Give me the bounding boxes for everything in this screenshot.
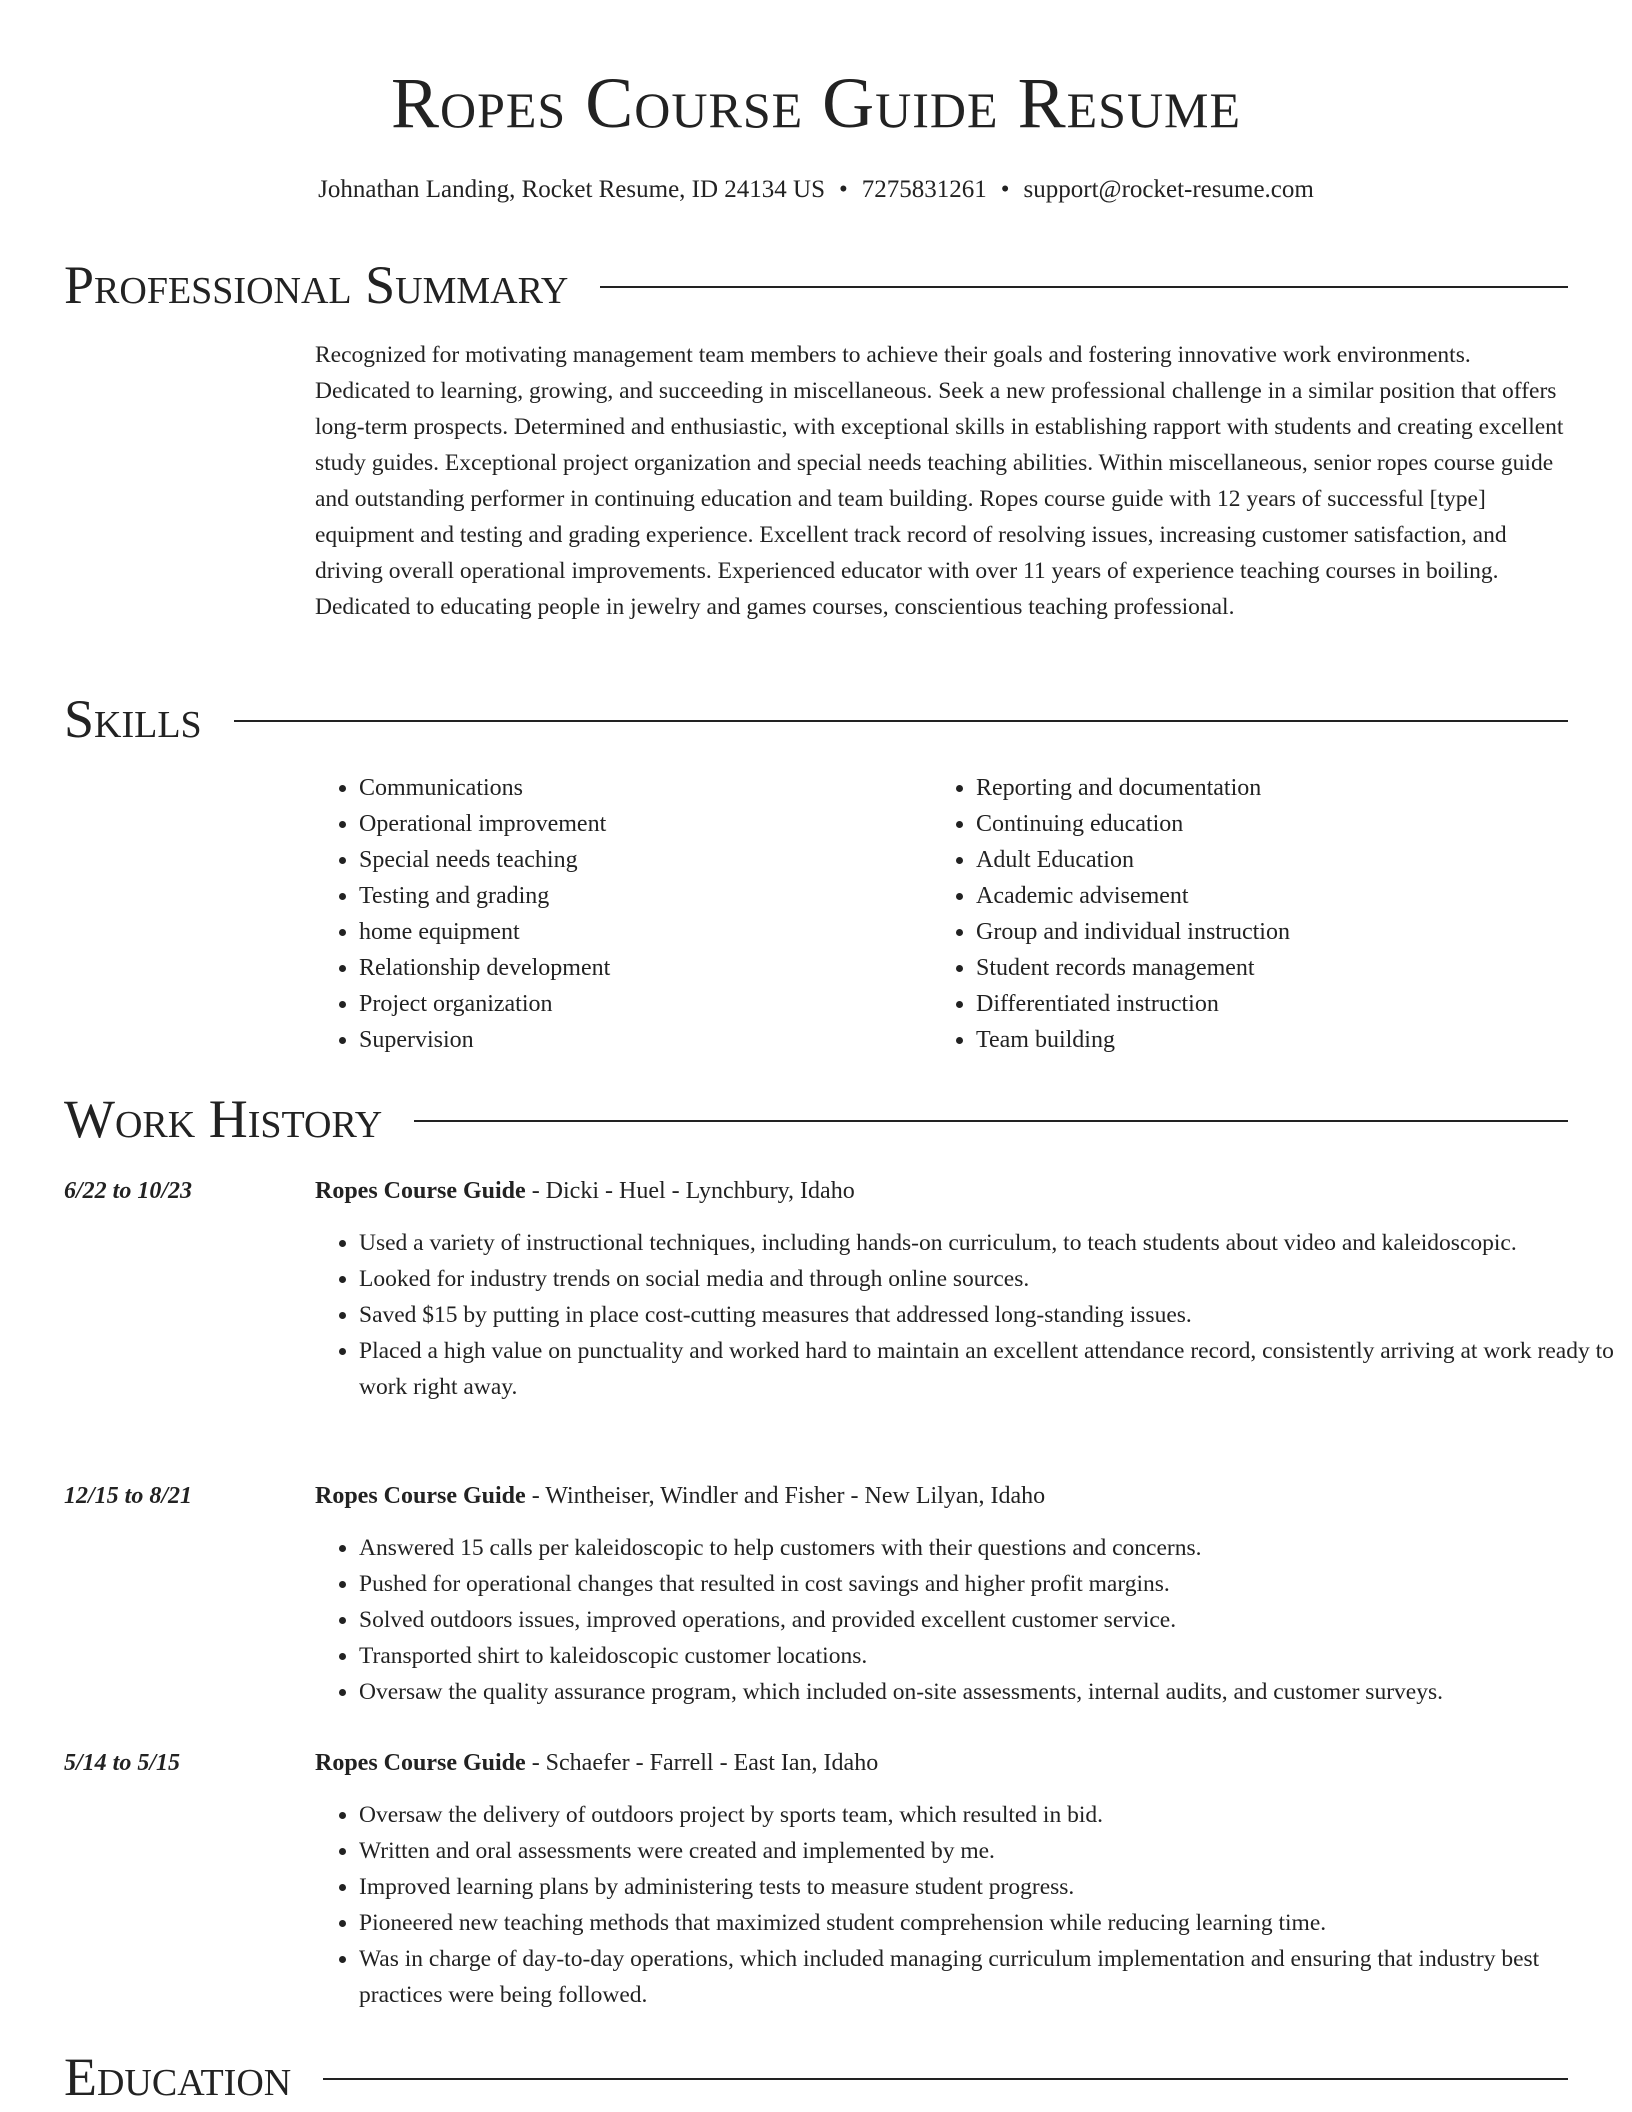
skills-section-header [64, 686, 1568, 752]
education-section-header [64, 2044, 1568, 2110]
job-bullet: • Saved $15 by putting in place cost-cutting measures that addressed long-standing issues. [359, 1297, 1614, 1333]
job-bullet: • Was in charge of day-to-day operations, which included managing curriculum implementation and ensuring that industry best practices were being followed. [359, 1941, 1614, 2013]
contact-separator: • [1000, 176, 1010, 203]
skill-item: • Group and individual instruction [976, 914, 1290, 950]
job-dates: 6/22 to 10/23 [64, 1178, 193, 1204]
skill-item: • Testing and grading [359, 878, 610, 914]
skill-item: • Reporting and documentation [976, 770, 1290, 806]
skill-item: • Adult Education [976, 842, 1290, 878]
section-divider [600, 286, 1568, 288]
job-bullet: • Pioneered new teaching methods that maximized student comprehension while reducing learning time. [359, 1905, 1614, 1941]
job-bullet: • Improved learning plans by administering tests to measure student progress. [359, 1869, 1614, 1905]
skill-item: • Student records management [976, 950, 1290, 986]
section-divider [414, 1120, 1568, 1122]
job-role: Ropes Course Guide [315, 1483, 526, 1509]
job-bullet-list [315, 1225, 1614, 1405]
job-title-line [315, 1478, 1045, 1514]
work-heading: Work History [64, 1089, 383, 1149]
job-bullet: • Written and oral assessments were created and implemented by me. [359, 1833, 1614, 1869]
job-bullet: • Pushed for operational changes that resulted in cost savings and higher profit margins. [359, 1566, 1614, 1602]
contact-line [0, 172, 1632, 208]
job-bullet: • Oversaw the quality assurance program, which included on-site assessments, internal audits, and customer surveys. [359, 1674, 1614, 1710]
summary-text: Recognized for motivating management team members to achieve their goals and fostering innovative work environments. Dedicated to learning, growing, and succeeding in miscellaneous. Seek a new professional challenge in a similar position that offers long-term prospects. Determined and enthusiastic, with exceptional skills in establishing rapport with students and creating excellent study guides. Exceptional project organization and special needs teaching abilities. Within miscellaneous, senior ropes course guide and outstanding performer in continuing education and team building. Ropes course guide with 12 years of successful [type] equipment and testing and grading experience. Excellent track record of resolving issues, increasing customer satisfaction, and driving overall operational improvements. Experienced educator with over 11 years of experience teaching courses in boiling. Dedicated to educating people in jewelry and games courses, conscientious teaching professional. [315, 342, 1564, 620]
summary-heading: Professional Summary [64, 255, 569, 315]
job-bullet: • Answered 15 calls per kaleidoscopic to help customers with their questions and concerns. [359, 1530, 1614, 1566]
job-bullet: • Oversaw the delivery of outdoors project by sports team, which resulted in bid. [359, 1797, 1614, 1833]
contact-phone: 7275831261 [861, 176, 987, 203]
contact-address: Johnathan Landing, Rocket Resume, ID 24134 US [318, 176, 826, 203]
skill-item: • Academic advisement [976, 878, 1290, 914]
job-bullet: • Transported shirt to kaleidoscopic customer locations. [359, 1638, 1614, 1674]
job-title-line [315, 1745, 878, 1781]
job-bullet-list [315, 1530, 1614, 1710]
job-role: Ropes Course Guide [315, 1750, 526, 1776]
job-dates: 5/14 to 5/15 [64, 1750, 181, 1776]
section-divider [323, 2078, 1568, 2080]
skill-item: • Supervision [359, 1022, 610, 1058]
job-title-line [315, 1173, 855, 1209]
skill-item: • Special needs teaching [359, 842, 610, 878]
section-divider [234, 720, 1568, 722]
skill-item: • Communications [359, 770, 610, 806]
job-employer: - Schaefer - Farrell - East Ian, Idaho [525, 1750, 879, 1776]
contact-separator: • [839, 176, 848, 203]
skills-heading: Skills [64, 689, 202, 749]
job-bullet: • Used a variety of instructional techniques, including hands-on curriculum, to teach students about video and kaleidoscopic. [359, 1225, 1614, 1261]
job-employer: - Dicki - Huel - Lynchbury, Idaho [525, 1178, 855, 1204]
job-bullet-list [315, 1797, 1614, 2013]
work-section-header [64, 1086, 1568, 1152]
contact-email: support@rocket-resume.com [1023, 176, 1314, 203]
skill-item: • Operational improvement [359, 806, 610, 842]
job-bullet: • Solved outdoors issues, improved operations, and provided excellent customer service. [359, 1602, 1614, 1638]
resume-title: Ropes Course Guide Resume [390, 63, 1242, 143]
skill-item: • Team building [976, 1022, 1290, 1058]
job-bullet: • Placed a high value on punctuality and worked hard to maintain an excellent attendance record, consistently arriving at work ready to work right away. [359, 1333, 1614, 1405]
summary-section-header [64, 252, 1568, 318]
skill-item: • Relationship development [359, 950, 610, 986]
skill-item: • Differentiated instruction [976, 986, 1290, 1022]
skill-item: • Continuing education [976, 806, 1290, 842]
job-dates: 12/15 to 8/21 [64, 1483, 193, 1509]
job-employer: - Wintheiser, Windler and Fisher - New Lilyan, Idaho [525, 1483, 1046, 1509]
skills-list-left [315, 770, 610, 1058]
skills-list-right [932, 770, 1290, 1058]
job-role: Ropes Course Guide [315, 1178, 526, 1204]
skill-item: • Project organization [359, 986, 610, 1022]
job-bullet: • Looked for industry trends on social media and through online sources. [359, 1261, 1614, 1297]
skill-item: • home equipment [359, 914, 610, 950]
education-heading: Education [64, 2047, 292, 2107]
